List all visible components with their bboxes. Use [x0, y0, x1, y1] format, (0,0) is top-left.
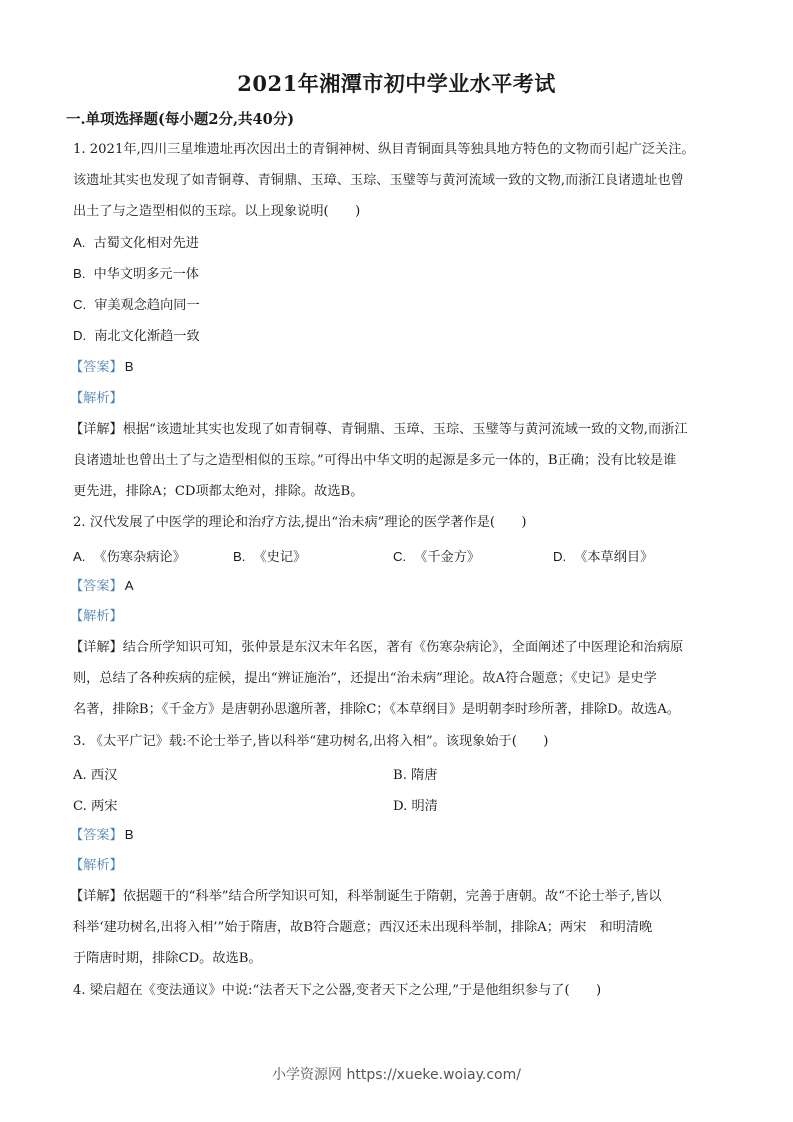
q1-detail-line-1: 【详解】根据“该遗址其实也发现了如青铜尊、青铜鼎、玉璋、玉琮、玉璧等与黄河流域一致的文物,而浙江	[70, 422, 688, 437]
q2-answer	[70, 577, 134, 596]
q2-detail-line-1: 【详解】结合所学知识可知，张仲景是东汉末年名医，著有《伤寒杂病论》，全面阐述了中医理论和治病原	[70, 640, 684, 655]
q3-analysis-label: 【解析】	[70, 858, 123, 873]
q2-detail-line-2: 则，总结了各种疾病的症候，提出“辨证施治”，还提出“治未病”理论。故A符合题意；《史记》是史学	[73, 671, 657, 686]
q3-option-d: D. 明清	[393, 799, 438, 814]
q3-option-a: A. 西汉	[73, 768, 118, 783]
detail-label: 【详解】	[70, 640, 123, 655]
q2-analysis-label: 【解析】	[70, 609, 123, 624]
answer-value: B	[124, 827, 134, 842]
detail-label: 【详解】	[70, 889, 123, 904]
q2-stem: 2. 汉代发展了中医学的理论和治疗方法,提出“治未病”理论的医学著作是( )	[73, 515, 527, 530]
q2-option-c: C. 《千金方》	[393, 549, 481, 565]
answer-label: 【答案】	[70, 579, 123, 594]
page-title: 2021年湘潭市初中学业水平考试	[237, 71, 556, 96]
q2-options	[73, 546, 713, 565]
q1-option-a: A. 古蜀文化相对先进	[73, 235, 199, 251]
q3-detail-line-3: 于隋唐时期，排除CD。故选B。	[73, 951, 262, 966]
q2-option-a: A. 《伤寒杂病论》	[73, 549, 186, 565]
q3-option-c: C. 两宋	[73, 799, 118, 814]
section-heading: 一.单项选择题(每小题2分,共40分)	[66, 111, 295, 128]
answer-value: B	[124, 359, 134, 374]
q1-stem-line-2: 该遗址其实也发现了如青铜尊、青铜鼎、玉璋、玉琮、玉璧等与黄河流域一致的文物,而浙江良诸遗址也曾	[73, 173, 684, 188]
q2-option-d: D. 《本草纲目》	[553, 549, 654, 565]
q1-analysis-label: 【解析】	[70, 391, 123, 406]
q3-option-b: B. 隋唐	[393, 768, 438, 783]
answer-label: 【答案】	[70, 828, 123, 843]
q2-option-b: B. 《史记》	[233, 549, 307, 565]
q1-option-c: C. 审美观念趋向同一	[73, 297, 200, 313]
q1-stem-line-3: 出土了与之造型相似的玉琮。以上现象说明( )	[73, 204, 361, 219]
q3-detail-line-1: 【详解】依据题干的“科举”结合所学知识可知，科举制诞生于隋朝，完善于唐朝。故“不论士举子,皆以	[70, 889, 662, 904]
q4-stem: 4. 梁启超在《变法通议》中说:“法者天下之公器,变者天下之公理,”于是他组织参与了( )	[73, 983, 602, 998]
q1-option-d: D. 南北文化渐趋一致	[73, 328, 200, 344]
answer-label: 【答案】	[70, 360, 123, 375]
q3-options-row-2	[73, 795, 713, 814]
q2-detail-line-3: 名著，排除B；《千金方》是唐朝孙思邈所著，排除C；《本草纲目》是明朝李时珍所著，排除D。故选A。	[73, 702, 680, 717]
q3-answer	[70, 826, 134, 845]
q1-answer	[70, 358, 134, 377]
q1-option-b: B. 中华文明多元一体	[73, 266, 199, 282]
q3-options-row-1	[73, 764, 713, 783]
answer-value: A	[124, 578, 134, 593]
q1-detail-line-3: 更先进，排除A；CD项都太绝对，排除。故选B。	[73, 484, 364, 499]
q1-detail-line-2: 良诸遗址也曾出土了与之造型相似的玉琮。”可得出中华文明的起源是多元一体的，B正确；没有比较是谁	[73, 453, 677, 468]
q3-detail-line-2: 科举‘建功树名,出将入相’”始于隋唐，故B符合题意；西汉还未出现科举制，排除A；两宋 和明清晚	[73, 920, 653, 935]
detail-label: 【详解】	[70, 422, 123, 437]
q3-stem: 3. 《太平广记》载:不论士举子,皆以科举“建功树名,出将入相”。该现象始于( )	[73, 734, 549, 749]
q1-stem-line-1: 1. 2021年,四川三星堆遗址再次因出土的青铜神树、纵目青铜面具等独具地方特色的文物而引起广泛关注。	[73, 142, 695, 157]
footer-watermark: 小学资源网 https://xueke.woiay.com/	[272, 1067, 521, 1083]
